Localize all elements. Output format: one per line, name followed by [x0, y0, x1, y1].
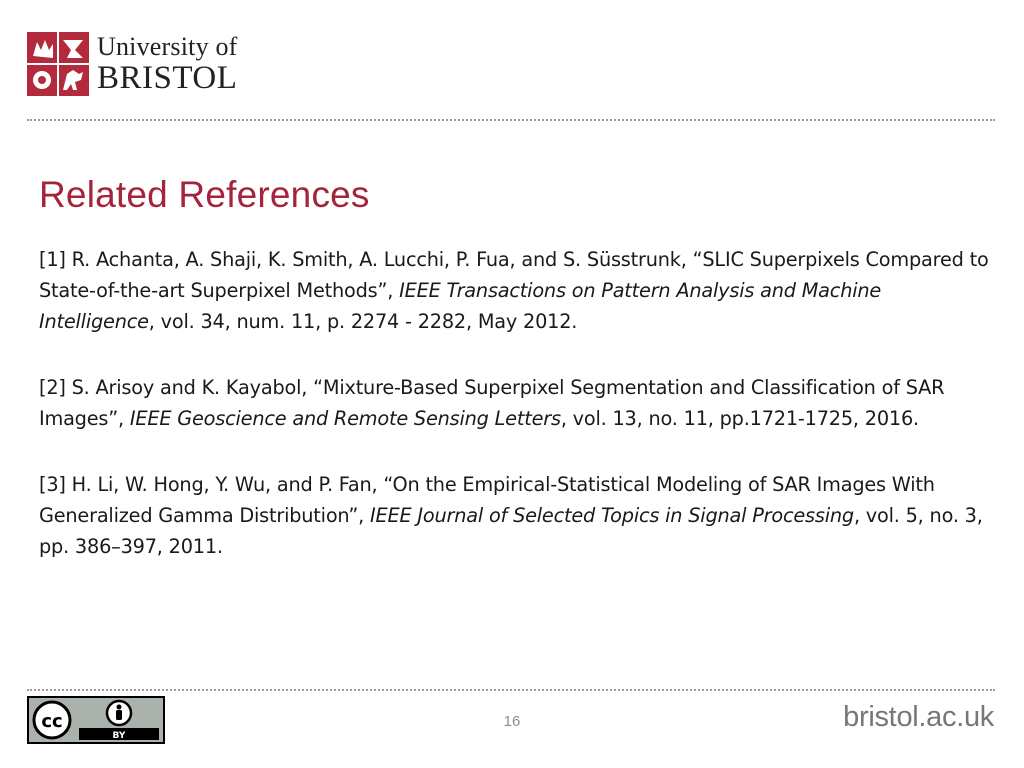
cc-icon-label: cc — [41, 711, 63, 732]
reference-text: [1] R. Achanta, A. Shaji, K. Smith, A. Lucchi, P. Fua, and S. Süsstrunk, “SLIC Superpixels Compared to State-of-the-art Superpixel Methods”, — [39, 248, 989, 302]
reference-details: , vol. 13, no. 11, pp.1721-1725, 2016. — [560, 407, 919, 430]
reference-item — [39, 469, 989, 562]
reference-item — [39, 244, 989, 337]
reference-journal: IEEE Journal of Selected Topics in Signal Processing — [370, 504, 854, 527]
footer-divider — [27, 689, 995, 691]
page-number: 16 — [503, 713, 521, 730]
university-crest-icon — [27, 32, 89, 96]
license-by-label: BY — [112, 731, 126, 741]
reference-journal: IEEE Transactions on Pattern Analysis and Machine Intelligence — [39, 279, 882, 333]
reference-item — [39, 372, 989, 434]
site-url: bristol.ac.uk — [843, 701, 994, 733]
university-logo — [27, 32, 238, 96]
reference-list — [39, 244, 989, 597]
slide-title: Related References — [39, 174, 370, 215]
logo-line-1: University of — [97, 31, 238, 61]
reference-journal: IEEE Geoscience and Remote Sensing Letters — [129, 407, 561, 430]
reference-details: , vol. 5, no. 3, pp. 386–397, 2011. — [39, 504, 983, 558]
university-wordmark — [97, 31, 238, 96]
reference-text: [2] S. Arisoy and K. Kayabol, “Mixture-Based Superpixel Segmentation and Classification of SAR Images”, — [39, 376, 945, 430]
reference-text: [3] H. Li, W. Hong, Y. Wu, and P. Fan, “On the Empirical-Statistical Modeling of SAR Images With Generalized Gamma Distribution”, — [39, 473, 935, 527]
header-divider — [27, 119, 995, 121]
logo-line-2: BRISTOL — [97, 59, 238, 96]
reference-details: , vol. 34, num. 11, p. 2274 - 2282, May 2012. — [148, 310, 578, 333]
